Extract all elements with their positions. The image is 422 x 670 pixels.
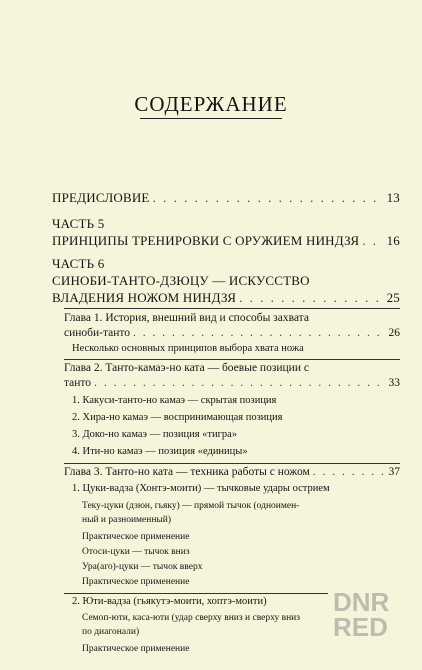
entry-label: ПРИНЦИПЫ ТРЕНИРОВКИ С ОРУЖИЕМ НИНДЗЯ: [52, 233, 360, 248]
toc-entry-part6: [52, 290, 400, 306]
entry-page: 26: [388, 327, 400, 339]
title-underline: [140, 118, 282, 119]
entry-label: ПРЕДИСЛОВИЕ: [52, 190, 150, 205]
divider: [64, 308, 400, 309]
list-subitem: ный и разноименный): [82, 515, 172, 525]
list-subitem: Практическое применение: [82, 532, 190, 542]
list-item: 4. Ити-но камаэ — позиция «единицы»: [72, 446, 248, 457]
toc-entry-preface: [52, 190, 400, 206]
part6-heading: ЧАСТЬ 6: [52, 256, 105, 271]
watermark-line1: DNR: [333, 587, 390, 617]
list-item: 2. Хира-но камаэ — воспринимающая позиция: [72, 412, 283, 423]
page-title: СОДЕРЖАНИЕ: [134, 92, 288, 116]
list-item: 1. Цуки-вадза (Хонтэ-моити) — тычковые удары острием: [72, 483, 330, 494]
list-subitem: Практическое применение: [82, 644, 190, 654]
entry-page: 13: [386, 190, 400, 205]
entry-label: Глава 3. Танто-но ката — техника работы с ножом: [64, 466, 310, 478]
entry-label: ВЛАДЕНИЯ НОЖОМ НИНДЗЯ: [52, 290, 237, 305]
entry-page: 16: [386, 233, 400, 248]
chapter1-title-line1: Глава 1. История, внешний вид и способы захвата: [64, 312, 309, 324]
list-subitem: Ура(аго)-цуки — тычок вверх: [82, 562, 203, 572]
part5-heading: ЧАСТЬ 5: [52, 216, 105, 231]
list-subitem: Семоп-юти, каса-юти (удар сверху вниз и сверху вниз: [82, 613, 301, 623]
part6-title-line1: СИНОБИ-ТАНТО-ДЗЮЦУ — ИСКУССТВО: [52, 273, 310, 288]
divider: [64, 593, 328, 594]
entry-label: танто: [64, 377, 92, 389]
leader-dots: [94, 377, 385, 389]
leader-dots: [133, 327, 385, 339]
entry-page: 33: [388, 377, 400, 389]
watermark-line2: RED: [333, 612, 388, 642]
toc-entry-chapter2: [64, 377, 400, 389]
chapter2-title-line1: Глава 2. Танто-камаэ-но ката — боевые позиции с: [64, 362, 309, 374]
divider: [64, 359, 400, 360]
watermark-logo: [333, 587, 413, 642]
divider: [64, 463, 400, 464]
leader-dots: [239, 290, 383, 306]
list-item: 1. Какуси-танто-но камаэ — скрытая позиция: [72, 395, 277, 406]
list-item: 3. Доко-но камаэ — позиция «тигра»: [72, 429, 238, 440]
list-item: 2. Юти-вадза (гьякутэ-моити, хоптэ-моити): [72, 596, 267, 607]
toc-entry-chapter3: [64, 466, 400, 478]
leader-dots: [313, 466, 386, 478]
chapter1-subentry: Несколько основных принципов выбора хвата ножа: [72, 343, 304, 354]
toc-entry-part5: [52, 233, 400, 249]
list-subitem: Практическое применение: [82, 577, 190, 587]
list-subitem: Теку-цуки (дзюн, гьяку) — прямой тычок (одноимен-: [82, 501, 300, 511]
entry-page: 37: [388, 466, 400, 478]
leader-dots: [362, 233, 383, 249]
entry-label: синоби-танто: [64, 327, 131, 339]
list-subitem: Отоси-цуки — тычок вниз: [82, 547, 190, 557]
toc-entry-chapter1: [64, 327, 400, 339]
leader-dots: [153, 190, 384, 206]
list-subitem: по диагонали): [82, 627, 140, 637]
entry-page: 25: [386, 290, 400, 305]
